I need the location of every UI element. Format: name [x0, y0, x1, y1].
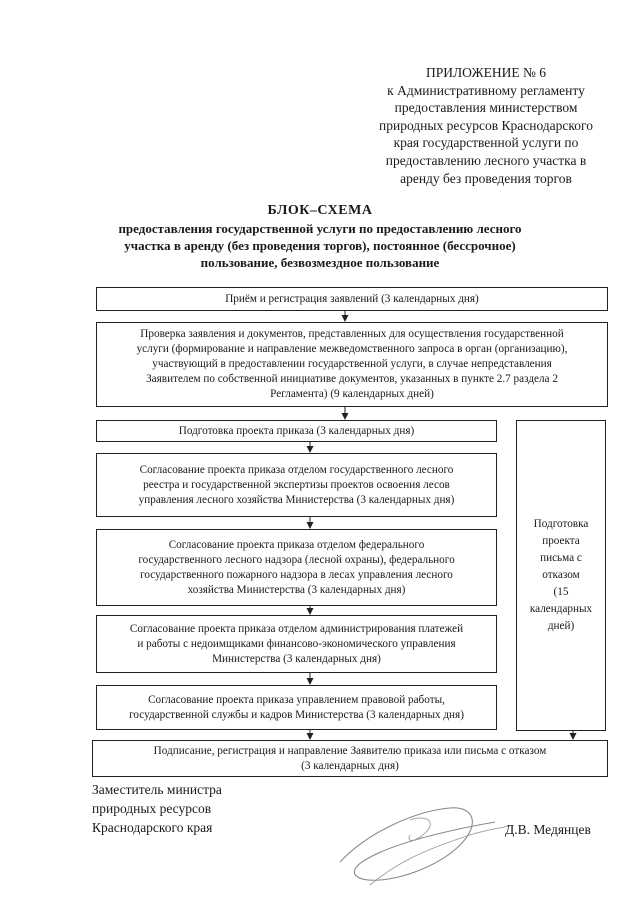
step-text: управления лесного хозяйства Министерства (3 календарных дня)	[138, 493, 455, 506]
refusal-text: (15	[553, 586, 569, 598]
step-text: Подготовка проекта приказа (3 календарных дня)	[178, 424, 415, 437]
step-approval-registry	[96, 453, 497, 517]
refusal-text: отказом	[542, 569, 580, 581]
step-reception	[96, 287, 608, 311]
appendix-line: аренду без проведения торгов	[400, 170, 572, 186]
step-document-check	[96, 322, 608, 407]
step-approval-legal	[96, 685, 497, 730]
step-text: и работы с недоимщиками финансово-экономического управления	[137, 637, 456, 650]
step-approval-supervision	[96, 529, 497, 606]
refusal-text: Подготовка	[533, 518, 589, 530]
step-text: Подписание, регистрация и направление Заявителю приказа или письма с отказом	[153, 744, 547, 757]
appendix-line: предоставления министерством	[394, 100, 578, 116]
title-sub-line: предоставления государственной услуги по предоставлению лесного	[118, 221, 522, 236]
step-refusal-letter	[516, 420, 606, 731]
title-main: БЛОК–СХЕМА	[267, 203, 373, 218]
appendix-line: к Административному регламенту	[387, 82, 585, 98]
step-text: Согласование проекта приказа отделом государственного лесного	[139, 463, 454, 476]
position-line: Заместитель министра	[92, 782, 222, 797]
position-line: природных ресурсов	[92, 801, 212, 816]
step-text: Регламента) (9 календарных дней)	[270, 388, 434, 400]
step-signing	[92, 740, 608, 777]
step-text: реестра и государственной экспертизы проектов освоения лесов	[143, 478, 450, 491]
refusal-text: письма с	[540, 552, 582, 564]
step-text: Приём и регистрация заявлений (3 календарных дня)	[225, 292, 479, 305]
step-text: Согласование проекта приказа управлением правовой работы,	[148, 693, 445, 706]
step-text: участвующий в предоставлении государственной услуги, в случае непредставления	[152, 358, 552, 370]
step-text: Согласование проекта приказа отделом федерального	[168, 538, 425, 551]
appendix-line: края государственной услуги по	[393, 135, 579, 151]
title-sub-line: участка в аренду (без проведения торгов), постоянное (бессрочное)	[124, 238, 516, 253]
step-text: Министерства (3 календарных дня)	[212, 652, 381, 665]
step-prepare-order	[96, 420, 497, 442]
step-text: (3 календарных дня)	[301, 759, 399, 772]
signatory-name: Д.В. Медянцев	[505, 822, 591, 837]
step-text: хозяйства Министерства (3 календарных дня)	[187, 583, 406, 596]
signatory-position	[92, 780, 222, 837]
appendix-line: предоставлению лесного участка в	[385, 152, 587, 168]
refusal-text: проекта	[542, 535, 580, 547]
refusal-text: дней)	[547, 620, 575, 632]
appendix-line: природных ресурсов Краснодарского	[379, 117, 593, 133]
step-text: услуги (формирование и направление межведомственного запроса в орган (организацию),	[136, 343, 568, 355]
step-text: государственного пожарного надзора в лесах управления лесного	[140, 568, 453, 581]
step-text: государственной службы и кадров Министерства (3 календарных дня)	[129, 708, 464, 721]
step-approval-payments	[96, 615, 497, 673]
step-text: Согласование проекта приказа отделом администрирования платежей	[129, 622, 464, 635]
refusal-text: календарных	[529, 603, 593, 615]
step-text: Заявителем по собственной инициативе документов, указанных в пункте 2.7 раздела 2	[146, 373, 558, 385]
handwritten-signature	[310, 790, 520, 890]
title-sub-line: пользование, безвозмездное пользование	[200, 255, 440, 270]
step-text: Проверка заявления и документов, представленных для осуществления государственной	[140, 328, 564, 340]
step-text: государственного лесного надзора (лесной охраны), федерального	[138, 553, 455, 566]
position-line: Краснодарского края	[92, 820, 213, 835]
appendix-line: ПРИЛОЖЕНИЕ № 6	[425, 65, 547, 80]
